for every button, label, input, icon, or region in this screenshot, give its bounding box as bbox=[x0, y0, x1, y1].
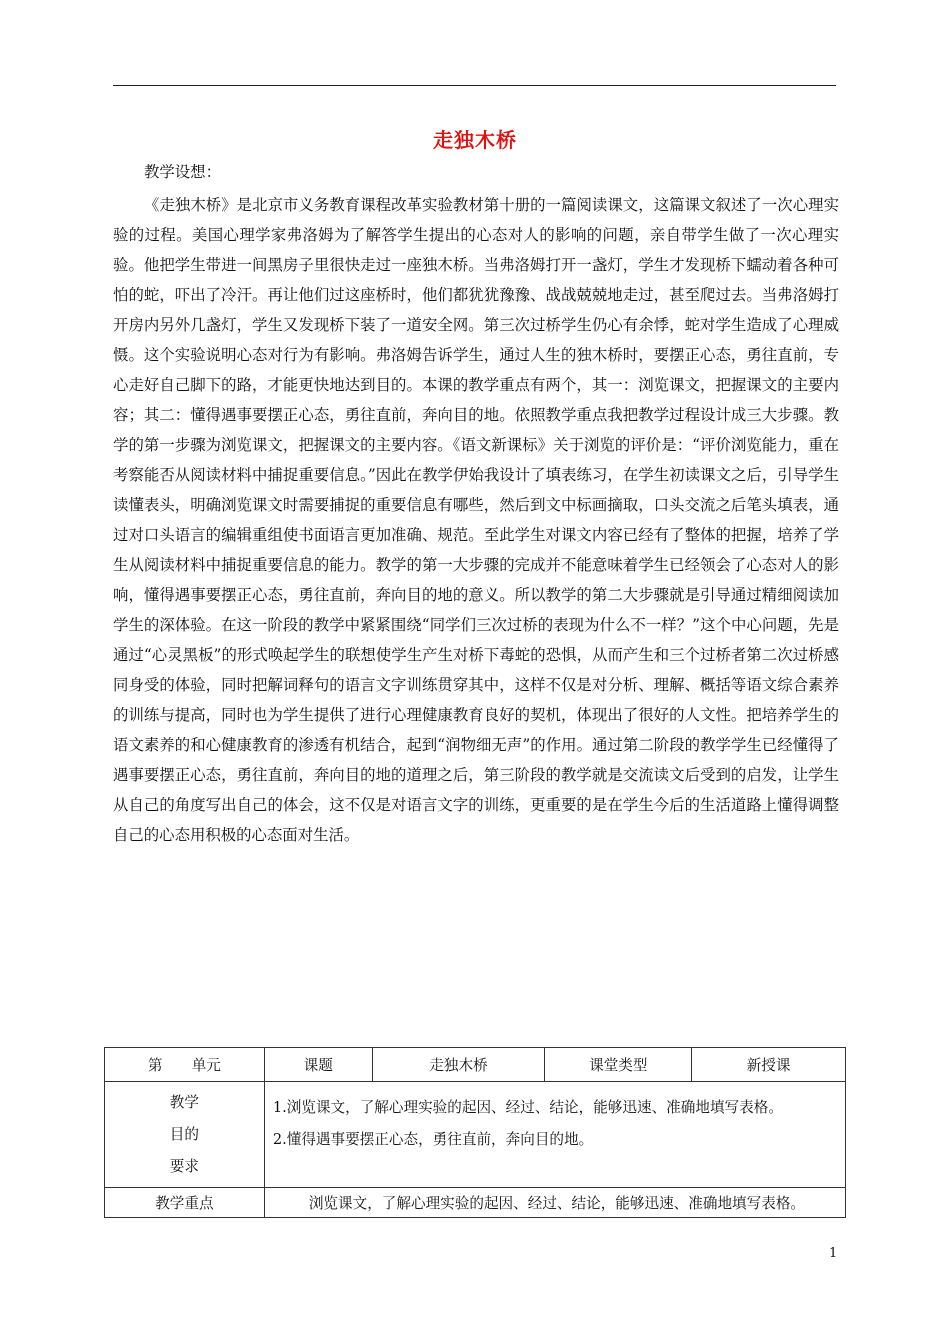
goals-label-cell bbox=[105, 1082, 265, 1188]
lesson-type-label-cell: 课堂类型 bbox=[545, 1048, 692, 1082]
document-title: 走独木桥 bbox=[433, 128, 517, 152]
section-heading: 教学设想： bbox=[144, 163, 221, 181]
goals-label-line-2: 目的 bbox=[169, 1125, 199, 1143]
goal-item-1: 1.浏览课文，了解心理实验的起因、经过、结论，能够迅速、准确地填写表格。 bbox=[272, 1099, 783, 1116]
page-number: 1 bbox=[829, 1246, 838, 1261]
key-points-label-cell: 教学重点 bbox=[105, 1188, 265, 1218]
header-rule bbox=[113, 85, 836, 86]
goals-label-line-3: 要求 bbox=[169, 1157, 199, 1175]
topic-value-cell: 走独木桥 bbox=[372, 1048, 545, 1082]
goal-item-2: 2.懂得遇事要摆正心态，勇往直前，奔向目的地。 bbox=[272, 1131, 594, 1148]
table-row bbox=[105, 1048, 846, 1082]
key-points-content-cell: 浏览课文，了解心理实验的起因、经过、结论，能够迅速、准确地填写表格。 bbox=[264, 1188, 845, 1218]
table-row bbox=[105, 1188, 846, 1218]
body-paragraph: 《走独木桥》是北京市义务教育课程改革实验教材第十册的一篇阅读课文，这篇课文叙述了一次心理实验的过程。美国心理学家弗洛姆为了解答学生提出的心态对人的影响的问题，亲自带学生做了一次心理实验。他把学生带进一间黑房子里很快走过一座独木桥。当弗洛姆打开一盏灯，学生才发现桥下蠕动着各种可怕的蛇，吓出了冷汗。再让他们过这座桥时，他们都犹犹豫豫、战战兢兢地走过，甚至爬过去。当弗洛姆打开房内另外几盏灯，学生又发现桥下装了一道安全网。第三次过桥学生仍心有余悸，蛇对学生造成了心理威慑。这个实验说明心态对行为有影响。弗洛姆告诉学生，通过人生的独木桥时，要摆正心态，勇往直前，专心走好自己脚下的路，才能更快地达到目的。本课的教学重点有两个，其一：浏览课文，把握课文的主要内容；其二：懂得遇事要摆正心态，勇往直前，奔向目的地。依照教学重点我把教学过程设计成三大步骤。教学的第一步骤为浏览课文，把握课文的主要内容。《语文新课标》关于浏览的评价是：“评价浏览能力，重在考察能否从阅读材料中捕捉重要信息。”因此在教学伊始我设计了填表练习，在学生初读课文之后，引导学生读懂表头，明确浏览课文时需要捕捉的重要信息有哪些，然后到文中标画摘取，口头交流之后笔头填表，通过对口头语言的编辑重组使书面语言更加准确、规范。至此学生对课文内容已经有了整体的把握，培养了学生从阅读材料中捕捉重要信息的能力。教学的第一大步骤的完成并不能意味着学生已经领会了心态对人的影响，懂得遇事要摆正心态，勇往直前，奔向目的地的意义。所以教学的第二大步骤就是引导通过精细阅读加学生的深体验。在这一阶段的教学中紧紧围绕“同学们三次过桥的表现为什么不一样？”这个中心问题，先是通过“心灵黑板”的形式唤起学生的联想使学生产生对桥下毒蛇的恐惧，从而产生和三个过桥者第二次过桥感同身受的体验，同时把解词释句的语言文字训练贯穿其中，这样不仅是对分析、理解、概括等语文综合素养的训练与提高，同时也为学生提供了进行心理健康教育良好的契机，体现出了很好的人文性。把培养学生的语文素养的和心健康教育的渗透有机结合，起到“润物细无声”的作用。通过第二阶段的教学学生已经懂得了遇事要摆正心态，勇往直前，奔向目的地的道理之后，第三阶段的教学就是交流读文后受到的启发，让学生从自己的角度写出自己的体会，这不仅是对语言文字的训练，更重要的是在学生今后的生活道路上懂得调整自己的心态用积极的心态面对生活。 bbox=[113, 196, 839, 844]
table-row bbox=[105, 1082, 846, 1188]
lesson-plan-table bbox=[104, 1047, 846, 1218]
topic-label-cell: 课题 bbox=[264, 1048, 372, 1082]
goals-content-cell bbox=[264, 1082, 845, 1188]
lesson-type-value-cell: 新授课 bbox=[692, 1048, 846, 1082]
goals-label-line-1: 教学 bbox=[169, 1093, 199, 1111]
unit-label-cell: 第 单元 bbox=[105, 1048, 265, 1082]
